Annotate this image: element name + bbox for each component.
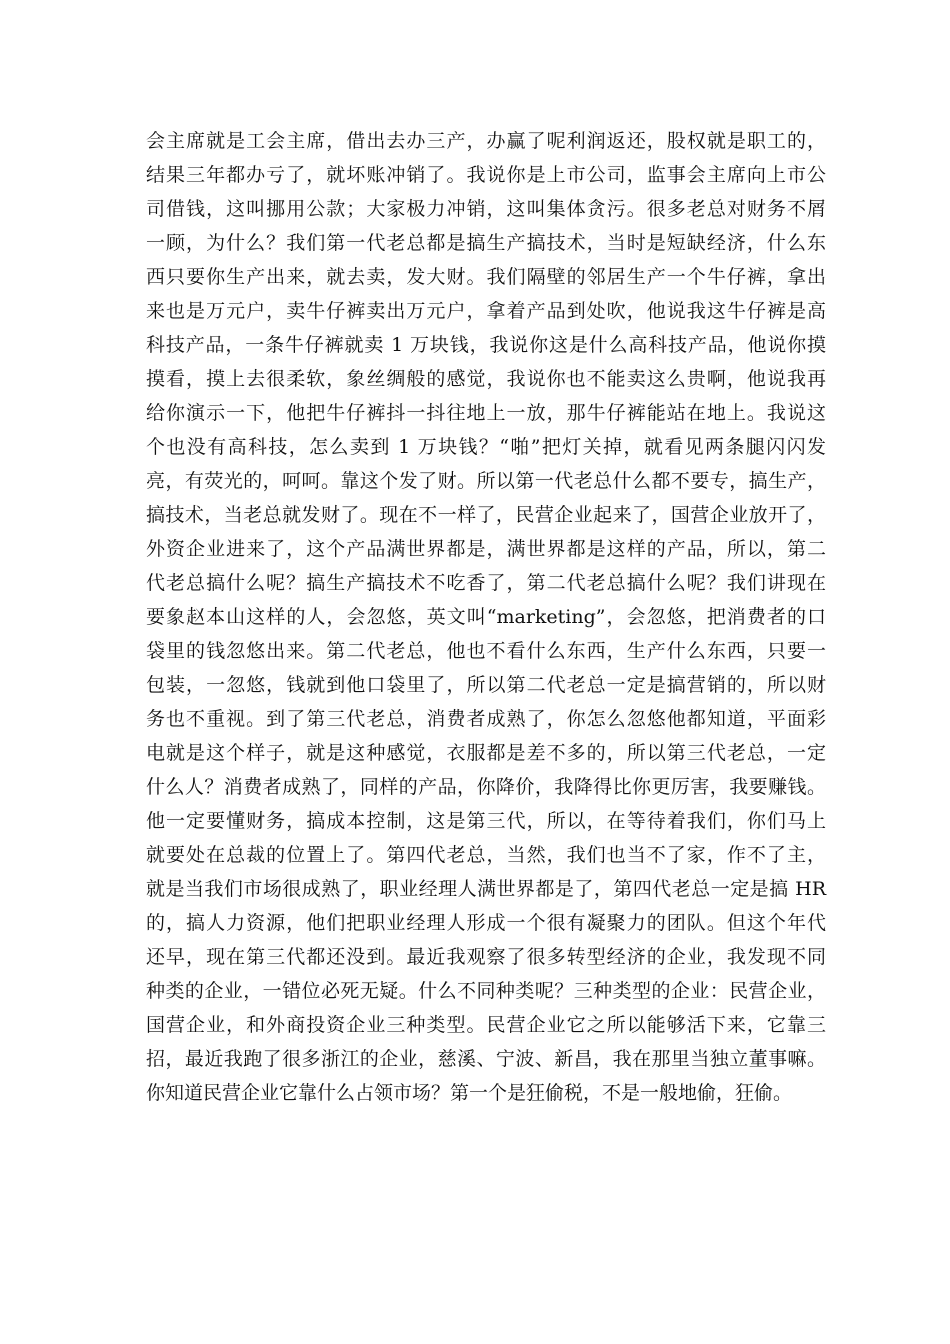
text-line: 外资企业进来了，这个产品满世界都是，满世界都是这样的产品，所以，第二 (146, 538, 826, 560)
text-line: 代老总搞什么呢？搞生产搞技术不吃香了，第二代老总搞什么呢？我们讲现在 (146, 572, 826, 594)
text-line: 就要处在总裁的位置上了。第四代老总，当然，我们也当不了家，作不了主， (146, 844, 826, 866)
text-line: 务也不重视。到了第三代老总，消费者成熟了，你怎么忽悠他都知道，平面彩 (146, 708, 826, 730)
text-line: 电就是这个样子，就是这种感觉，衣服都是差不多的，所以第三代老总，一定 (146, 742, 826, 764)
text-line: 还早，现在第三代都还没到。最近我观察了很多转型经济的企业，我发现不同 (146, 946, 826, 968)
text-line: 的，搞人力资源，他们把职业经理人形成一个很有凝聚力的团队。但这个年代 (146, 912, 826, 934)
text-line: 来也是万元户，卖牛仔裤卖出万元户，拿着产品到处吹，他说我这牛仔裤是高 (146, 300, 826, 322)
text-line: 结果三年都办亏了，就坏账冲销了。我说你是上市公司，监事会主席向上市公 (146, 164, 826, 186)
text-line: 袋里的钱忽悠出来。第二代老总，他也不看什么东西，生产什么东西，只要一 (146, 640, 826, 662)
text-line: 搞技术，当老总就发财了。现在不一样了，民营企业起来了，国营企业放开了， (146, 504, 826, 526)
text-line: 个也没有高科技，怎么卖到 1 万块钱？“啪”把灯关掉，就看见两条腿闪闪发 (146, 436, 826, 458)
text-line: 摸看，摸上去很柔软，象丝绸般的感觉，我说你也不能卖这么贵啊，他说我再 (146, 368, 826, 390)
text-line: 司借钱，这叫挪用公款；大家极力冲销，这叫集体贪污。很多老总对财务不屑 (146, 198, 826, 220)
text-line: 他一定要懂财务，搞成本控制，这是第三代，所以，在等待着我们，你们马上 (146, 810, 826, 832)
text-line: 国营企业，和外商投资企业三种类型。民营企业它之所以能够活下来，它靠三 (146, 1014, 826, 1036)
text-line: 亮，有荧光的，呵呵。靠这个发了财。所以第一代老总什么都不要专，搞生产， (146, 470, 826, 492)
text-line: 种类的企业，一错位必死无疑。什么不同种类呢？三种类型的企业：民营企业， (146, 980, 826, 1002)
text-line: 什么人？消费者成熟了，同样的产品，你降价，我降得比你更厉害，我要赚钱。 (146, 776, 826, 798)
text-line: 西只要你生产出来，就去卖，发大财。我们隔壁的邻居生产一个牛仔裤，拿出 (146, 266, 826, 288)
text-line: 要象赵本山这样的人，会忽悠，英文叫“marketing”，会忽悠，把消费者的口 (146, 606, 826, 628)
text-line: 一顾，为什么？我们第一代老总都是搞生产搞技术，当时是短缺经济，什么东 (146, 232, 826, 254)
text-line: 你知道民营企业它靠什么占领市场？第一个是狂偷税，不是一般地偷，狂偷。 (146, 1082, 793, 1104)
text-line: 会主席就是工会主席，借出去办三产，办赢了呢利润返还，股权就是职工的， (146, 130, 826, 152)
text-line: 包装，一忽悠，钱就到他口袋里了，所以第二代老总一定是搞营销的，所以财 (146, 674, 826, 696)
text-line: 招，最近我跑了很多浙江的企业，慈溪、宁波、新昌，我在那里当独立董事嘛。 (146, 1048, 826, 1070)
text-line: 科技产品，一条牛仔裤就卖 1 万块钱，我说你这是什么高科技产品，他说你摸 (146, 334, 826, 356)
text-line: 给你演示一下，他把牛仔裤抖一抖往地上一放，那牛仔裤能站在地上。我说这 (146, 402, 826, 424)
text-line: 就是当我们市场很成熟了，职业经理人满世界都是了，第四代老总一定是搞 HR (146, 878, 826, 900)
body-text (146, 124, 826, 1110)
